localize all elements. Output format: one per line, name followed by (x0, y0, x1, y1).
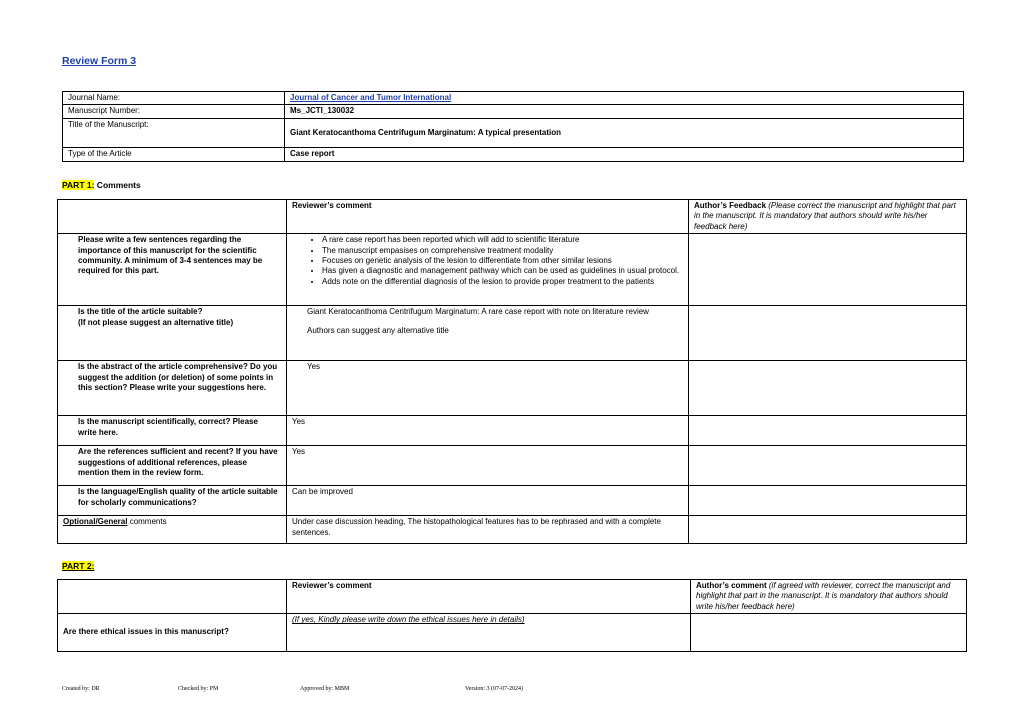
author-feedback-cell[interactable] (689, 446, 967, 486)
manuscript-title-value: Giant Keratocanthoma Centrifugum Marginatum: A typical presentation (285, 118, 964, 147)
comment-optional-general: Under case discussion heading, The histopathological features has to be rephrased and with a complete sentences. (287, 516, 689, 544)
part1-heading-label: PART 1: (62, 180, 95, 190)
comment-title-line1: Giant Keratocanthoma Centrifugum Marginatum: A rare case report with note on literature review (307, 307, 649, 317)
journal-name-link[interactable]: Journal of Cancer and Tumor International (290, 93, 452, 102)
comment-title-line2: Authors can suggest any alternative title (307, 325, 449, 335)
part2-author-header (691, 580, 967, 614)
list-item: • Adds note on the differential diagnosis of the lesion to provide proper treatment to the patients (322, 277, 683, 287)
manuscript-info-table (62, 91, 964, 162)
list-item: • The manuscript empasises on comprehensive treatment modality (322, 246, 683, 256)
author-comment-cell[interactable] (691, 614, 967, 652)
author-feedback-cell[interactable] (689, 361, 967, 416)
optional-general-label (58, 516, 287, 544)
article-type-value: Case report (285, 147, 964, 161)
list-item: • Has given a diagnostic and management pathway which can be used as guidelines in usual protocol. (322, 266, 683, 276)
comment-ethical-issues: (If yes, Kindly please write down the ethical issues here in details) (287, 614, 691, 652)
part2-author-header-bold: Author’s comment (696, 581, 767, 590)
comment-abstract: Yes (287, 361, 689, 416)
author-feedback-cell[interactable] (689, 234, 967, 306)
manuscript-title-label: Title of the Manuscript: (63, 118, 285, 147)
manuscript-number-label: Manuscript Number: (63, 105, 285, 118)
author-feedback-cell[interactable] (689, 416, 967, 446)
list-item: • Focuses on genetic analysis of the lesion to differentiate from other similar lesions (322, 256, 683, 266)
part1-author-header (689, 200, 967, 234)
comment-title (287, 306, 689, 361)
part2-heading (62, 561, 94, 572)
part2-header-empty (58, 580, 287, 614)
part1-header-empty (58, 200, 287, 234)
optional-general-label-bold: Optional/General (63, 517, 128, 527)
question-importance: Please write a few sentences regarding the importance of this manuscript for the scientific community. A minimum of 3-4 sentences may be required for this part. (58, 234, 287, 306)
part2-ethics-table (57, 579, 967, 652)
part2-heading-label: PART 2: (62, 561, 95, 571)
article-type-label: Type of the Article (63, 147, 285, 161)
question-language: Is the language/English quality of the article suitable for scholarly communications? (58, 486, 287, 516)
list-item: • A rare case report has been reported which will add to scientific literature (322, 235, 683, 245)
question-references: Are the references sufficient and recent? If you have suggestions of additional references, please mention them in the review form. (58, 446, 287, 486)
form-title: Review Form 3 (62, 55, 137, 67)
manuscript-number-value: Ms_JCTI_130032 (285, 105, 964, 118)
question-title: Is the title of the article suitable? (If not please suggest an alternative title) (58, 306, 287, 361)
part1-author-header-note: (Please correct the manuscript and highlight that part in the manuscript. It is mandatory that authors should write his/her feedback here) (694, 201, 956, 231)
author-feedback-cell[interactable] (689, 516, 967, 544)
journal-name-label: Journal Name: (63, 92, 285, 105)
question-scientific: Is the manuscript scientifically, correct? Please write here. (58, 416, 287, 446)
part1-comments-table (57, 199, 967, 544)
comment-scientific: Yes (287, 416, 689, 446)
importance-bullet-list (292, 235, 683, 287)
part1-heading (62, 180, 141, 191)
footer-checked-by: Checked by: PM (178, 686, 219, 692)
footer-version: Version: 3 (07-07-2024) (465, 686, 523, 692)
part2-author-header-note: (if agreed with reviewer, correct the manuscript and highlight that part in the manuscript. It is mandatory that authors should write his/her feedback here) (696, 581, 951, 611)
question-abstract: Is the abstract of the article comprehensive? Do you suggest the addition (or deletion) of some points in this section? Please write your suggestions here. (58, 361, 287, 416)
comment-references: Yes (287, 446, 689, 486)
part1-heading-rest: Comments (94, 180, 141, 190)
part1-author-header-bold: Author’s Feedback (694, 201, 767, 210)
author-feedback-cell[interactable] (689, 306, 967, 361)
comment-language: Can be improved (287, 486, 689, 516)
comment-importance (287, 234, 689, 306)
author-feedback-cell[interactable] (689, 486, 967, 516)
part2-reviewer-header: Reviewer’s comment (287, 580, 691, 614)
part1-reviewer-header: Reviewer’s comment (287, 200, 689, 234)
optional-general-label-rest: comments (127, 517, 167, 527)
footer-approved-by: Approved by: MBM (300, 686, 350, 692)
question-ethical-issues: Are there ethical issues in this manuscript? (58, 614, 287, 652)
footer-created-by: Created by: DR (62, 686, 100, 692)
